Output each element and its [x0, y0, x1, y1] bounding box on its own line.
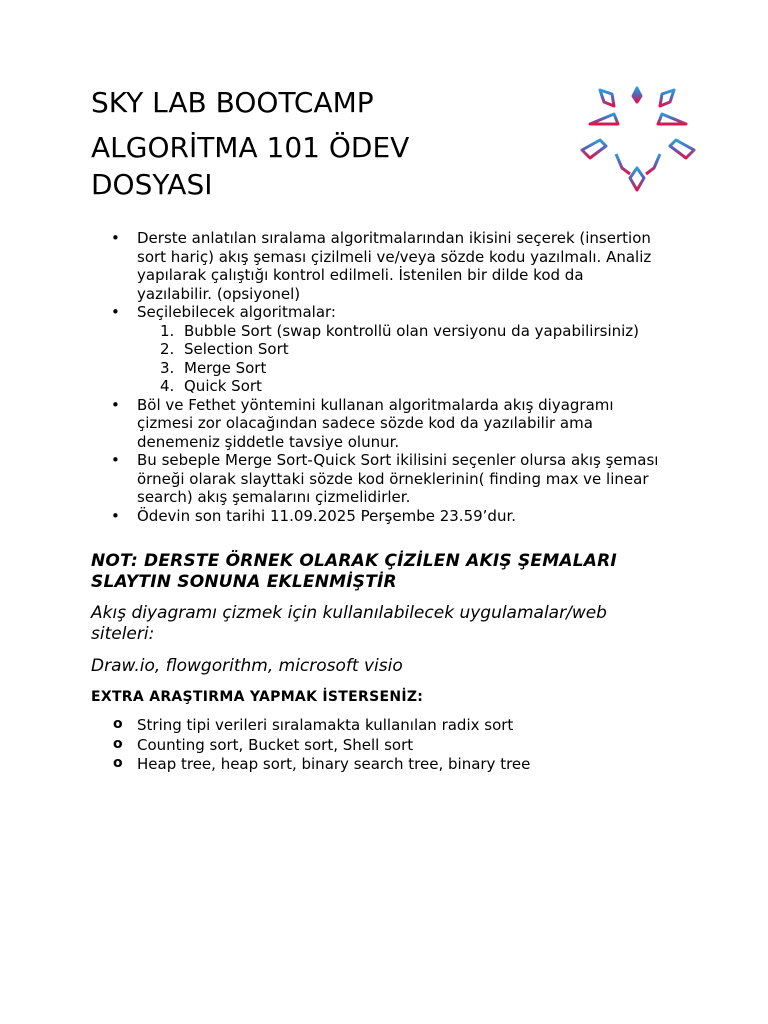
bullet-text-line: yapılarak çalıştığı kontrol edilmeli. İstenilen bir dilde kod da [137, 266, 584, 284]
list-item [137, 340, 691, 359]
list-item [137, 359, 691, 378]
algorithm-option: Selection Sort [184, 340, 289, 358]
item-number: 3. [160, 358, 175, 377]
list-item [91, 451, 691, 507]
item-number: 4. [160, 377, 175, 395]
list-item [91, 736, 691, 756]
bullet-marker: • [111, 395, 120, 414]
item-number: 1. [160, 321, 175, 340]
list-item [91, 229, 691, 303]
bullet-text-line: search) akış şemalarını çizmelidirler. [137, 488, 411, 506]
extra-item-text: Counting sort, Bucket sort, Shell sort [137, 735, 414, 754]
list-item [137, 377, 691, 396]
extra-item-text: String tipi verileri sıralamakta kullanılan radix sort [137, 716, 514, 734]
bullet-marker: • [111, 451, 120, 469]
document-title-line-3: DOSYASI [91, 168, 213, 201]
algorithm-option: Bubble Sort (swap kontrollü olan versiyonu da yapabilirsiniz) [184, 321, 640, 340]
list-item [91, 303, 691, 396]
bullet-text-line: sort hariç) akış şeması çizilmeli ve/veya sözde kodu yazılmalı. Analiz [137, 247, 652, 266]
document-title-line-2: ALGORİTMA 101 ÖDEV [91, 131, 410, 164]
extra-research-heading: EXTRA ARAŞTIRMA YAPMAK İSTERSENİZ: [91, 689, 424, 705]
bullet-text-line: yazılabilir. (opsiyonel) [137, 284, 301, 303]
list-item [91, 716, 691, 736]
apps-question-line-1: Akış diyagramı çizmek için kullanılabilecek uygulamalar/web [91, 603, 607, 623]
item-number: 2. [160, 340, 175, 358]
bullet-text-line: Seçilebilecek algoritmalar: [137, 303, 336, 321]
skylab-star-logo-icon [578, 84, 698, 194]
bullet-marker: o [113, 716, 123, 732]
bullet-text-line: Ödevin son tarihi 11.09.2025 Perşembe 23.59’dur. [137, 506, 517, 525]
algorithm-option: Quick Sort [184, 377, 262, 395]
bullet-marker: • [111, 506, 120, 525]
bullet-text-line: denemeniz şiddetle tavsiye olunur. [137, 432, 400, 451]
bullet-text-line: örneği olarak slayttaki sözde kod örneklerinin( finding max ve linear [137, 469, 649, 488]
bullet-text-line: Böl ve Fethet yöntemini kullanan algoritmalarda akış diyagramı [137, 395, 614, 414]
bullet-marker: o [113, 755, 123, 771]
extra-research-list [91, 716, 691, 775]
list-item [91, 755, 691, 775]
bullet-text-line: Derste anlatılan sıralama algoritmalarından ikisini seçerek (insertion [137, 229, 651, 247]
apps-question-line-2: siteleri: [91, 624, 155, 644]
algorithm-options-list [137, 322, 691, 396]
bullet-marker: • [111, 303, 120, 321]
requirements-list [91, 229, 691, 525]
bullet-marker: o [113, 735, 123, 752]
note-heading [91, 551, 691, 593]
document-title-line-1: SKY LAB BOOTCAMP [91, 86, 374, 119]
list-item [137, 322, 691, 341]
apps-question [91, 603, 691, 645]
list-item [91, 507, 691, 526]
bullet-text-line: çizmesi zor olacağından sadece sözde kod da yazılabilir ama [137, 414, 593, 432]
note-line-2: SLAYTIN SONUNA EKLENMİŞTİR [91, 572, 397, 592]
bullet-text-line: Bu sebeple Merge Sort-Quick Sort ikilisini seçenler olursa akış şeması [137, 451, 659, 469]
apps-list: Draw.io, flowgorithm, microsoft visio [91, 656, 403, 676]
bullet-marker: • [111, 229, 120, 247]
extra-item-text: Heap tree, heap sort, binary search tree, binary tree [137, 755, 531, 773]
algorithm-option: Merge Sort [184, 358, 267, 377]
list-item [91, 396, 691, 452]
note-line-1: NOT: DERSTE ÖRNEK OLARAK ÇİZİLEN AKIŞ ŞEMALARI [91, 551, 617, 571]
